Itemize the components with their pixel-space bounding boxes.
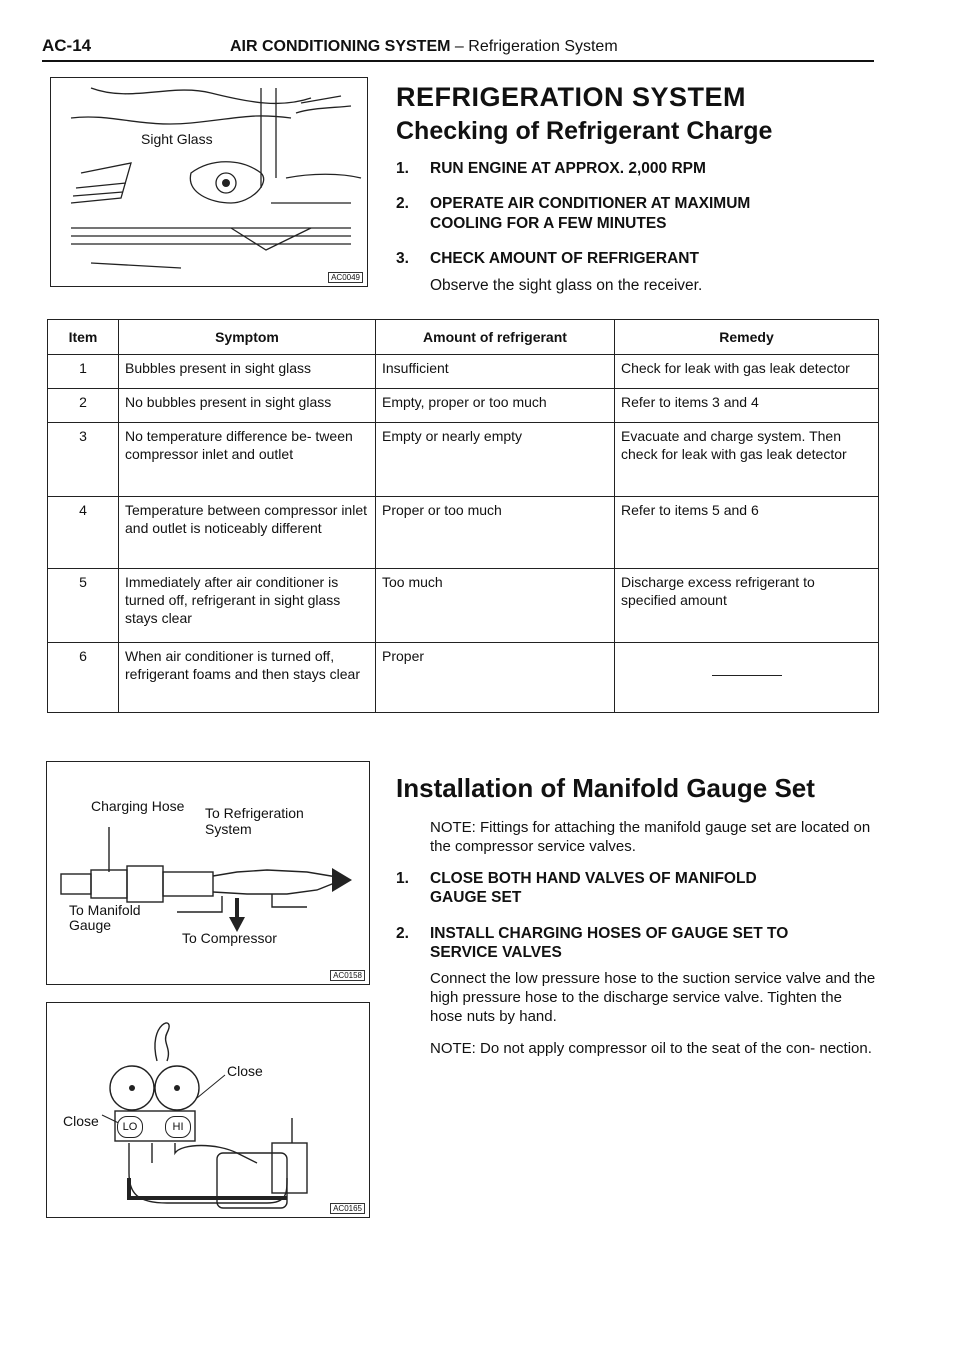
arrow-right-icon xyxy=(332,868,352,892)
manifold-gauge-figure xyxy=(46,1002,370,1218)
step-text-line2: COOLING FOR A FEW MINUTES xyxy=(430,215,667,232)
table-row xyxy=(48,497,879,569)
refrigerant-charge-subtitle: Checking of Refrigerant Charge xyxy=(396,117,773,145)
col-amount: Amount of refrigerant xyxy=(376,320,615,355)
step-number: 1. xyxy=(396,870,409,887)
manifold-title: Installation of Manifold Gauge Set xyxy=(396,773,815,803)
cell-remedy xyxy=(615,643,879,713)
charging-hose-label: Charging Hose xyxy=(91,798,185,814)
sight-glass-figure xyxy=(50,77,368,287)
col-remedy: Remedy xyxy=(615,320,879,355)
table-row xyxy=(48,643,879,713)
charging-hose-figure xyxy=(46,761,370,985)
table-header-row xyxy=(48,320,879,355)
step-1 xyxy=(396,160,876,180)
section-separator: – xyxy=(454,38,464,55)
step-text-line2: SERVICE VALVES xyxy=(430,944,562,961)
step-text: OPERATE AIR CONDITIONER AT MAXIMUM xyxy=(430,195,751,212)
to-manifold-label-2: Gauge xyxy=(69,917,112,933)
step-2 xyxy=(396,195,876,235)
to-refrigeration-label-2: System xyxy=(205,821,252,837)
cell-item: 3 xyxy=(48,423,119,497)
section-title-sub: Refrigeration System xyxy=(468,38,618,55)
step-text: CLOSE BOTH HAND VALVES OF MANIFOLD xyxy=(430,870,757,887)
sight-glass-icon xyxy=(222,179,230,187)
cell-symptom: No temperature difference be- tween compressor inlet and outlet xyxy=(119,423,376,497)
cell-amount: Insufficient xyxy=(376,355,615,389)
manifold-body-text: Connect the low pressure hose to the suction service valve and the high pressure hose to the discharge service valve. Tighten the hose nuts by hand. xyxy=(430,970,876,1025)
cell-symptom: When air conditioner is turned off, refrigerant foams and then stays clear xyxy=(119,643,376,713)
step-number: 2. xyxy=(396,195,409,212)
table-row xyxy=(48,389,879,423)
manifold-note-1: NOTE: Fittings for attaching the manifold gauge set are located on the compressor service valves. xyxy=(430,819,871,855)
hi-valve-label: HI xyxy=(165,1116,191,1138)
cell-remedy: Check for leak with gas leak detector xyxy=(615,355,879,389)
observe-text: Observe the sight glass on the receiver. xyxy=(430,277,703,294)
table-row xyxy=(48,355,879,389)
figure-code: AC0165 xyxy=(330,1203,365,1214)
empty-remedy-dash xyxy=(712,675,782,676)
section-title xyxy=(230,38,618,56)
step-text: CHECK AMOUNT OF REFRIGERANT xyxy=(430,250,699,267)
manifold-gauge-illustration xyxy=(47,1003,369,1217)
cell-remedy: Refer to items 5 and 6 xyxy=(615,497,879,569)
charging-hose-illustration xyxy=(47,762,369,984)
close-left-label: Close xyxy=(63,1113,99,1129)
cell-amount: Empty or nearly empty xyxy=(376,423,615,497)
manifold-step-1 xyxy=(396,870,876,910)
to-manifold-label: To Manifold xyxy=(69,902,141,918)
refrigerant-symptom-table xyxy=(47,319,879,713)
cell-remedy: Refer to items 3 and 4 xyxy=(615,389,879,423)
step-text-line2: GAUGE SET xyxy=(430,889,522,906)
cell-item: 6 xyxy=(48,643,119,713)
col-symptom: Symptom xyxy=(119,320,376,355)
close-right-label: Close xyxy=(227,1063,263,1079)
manifold-note-2: NOTE: Do not apply compressor oil to the seat of the con- nection. xyxy=(430,1040,872,1057)
cell-item: 5 xyxy=(48,569,119,643)
step-number: 2. xyxy=(396,925,409,942)
step-3 xyxy=(396,250,876,270)
cell-amount: Empty, proper or too much xyxy=(376,389,615,423)
figure-code: AC0158 xyxy=(330,970,365,981)
cell-symptom: No bubbles present in sight glass xyxy=(119,389,376,423)
manifold-step-2 xyxy=(396,925,876,965)
cell-item: 4 xyxy=(48,497,119,569)
page-code: AC-14 xyxy=(42,36,92,55)
cell-item: 1 xyxy=(48,355,119,389)
cell-amount: Too much xyxy=(376,569,615,643)
refrigeration-title: REFRIGERATION SYSTEM xyxy=(396,82,747,112)
to-refrigeration-label: To Refrigeration xyxy=(205,805,304,821)
step-number: 3. xyxy=(396,250,409,267)
header-rule xyxy=(42,60,874,62)
table-row xyxy=(48,423,879,497)
cell-symptom: Bubbles present in sight glass xyxy=(119,355,376,389)
cell-remedy: Evacuate and charge system. Then check for leak with gas leak detector xyxy=(615,423,879,497)
to-compressor-label: To Compressor xyxy=(182,930,277,946)
section-title-main: AIR CONDITIONING SYSTEM xyxy=(230,38,451,55)
step-text: RUN ENGINE AT APPROX. 2,000 RPM xyxy=(430,160,706,177)
cell-symptom: Temperature between compressor inlet and outlet is noticeably different xyxy=(119,497,376,569)
sight-glass-label: Sight Glass xyxy=(141,131,213,147)
figure-code: AC0049 xyxy=(328,272,363,283)
lo-valve-label: LO xyxy=(117,1116,143,1138)
step-number: 1. xyxy=(396,160,409,177)
cell-symptom: Immediately after air conditioner is turned off, refrigerant in sight glass stays clear xyxy=(119,569,376,643)
table-row xyxy=(48,569,879,643)
cell-amount: Proper xyxy=(376,643,615,713)
step-text: INSTALL CHARGING HOSES OF GAUGE SET TO xyxy=(430,925,789,942)
cell-remedy: Discharge excess refrigerant to specified amount xyxy=(615,569,879,643)
sight-glass-illustration xyxy=(51,78,367,286)
hi-gauge-icon xyxy=(174,1085,180,1091)
col-item: Item xyxy=(48,320,119,355)
cell-amount: Proper or too much xyxy=(376,497,615,569)
lo-gauge-icon xyxy=(129,1085,135,1091)
cell-item: 2 xyxy=(48,389,119,423)
